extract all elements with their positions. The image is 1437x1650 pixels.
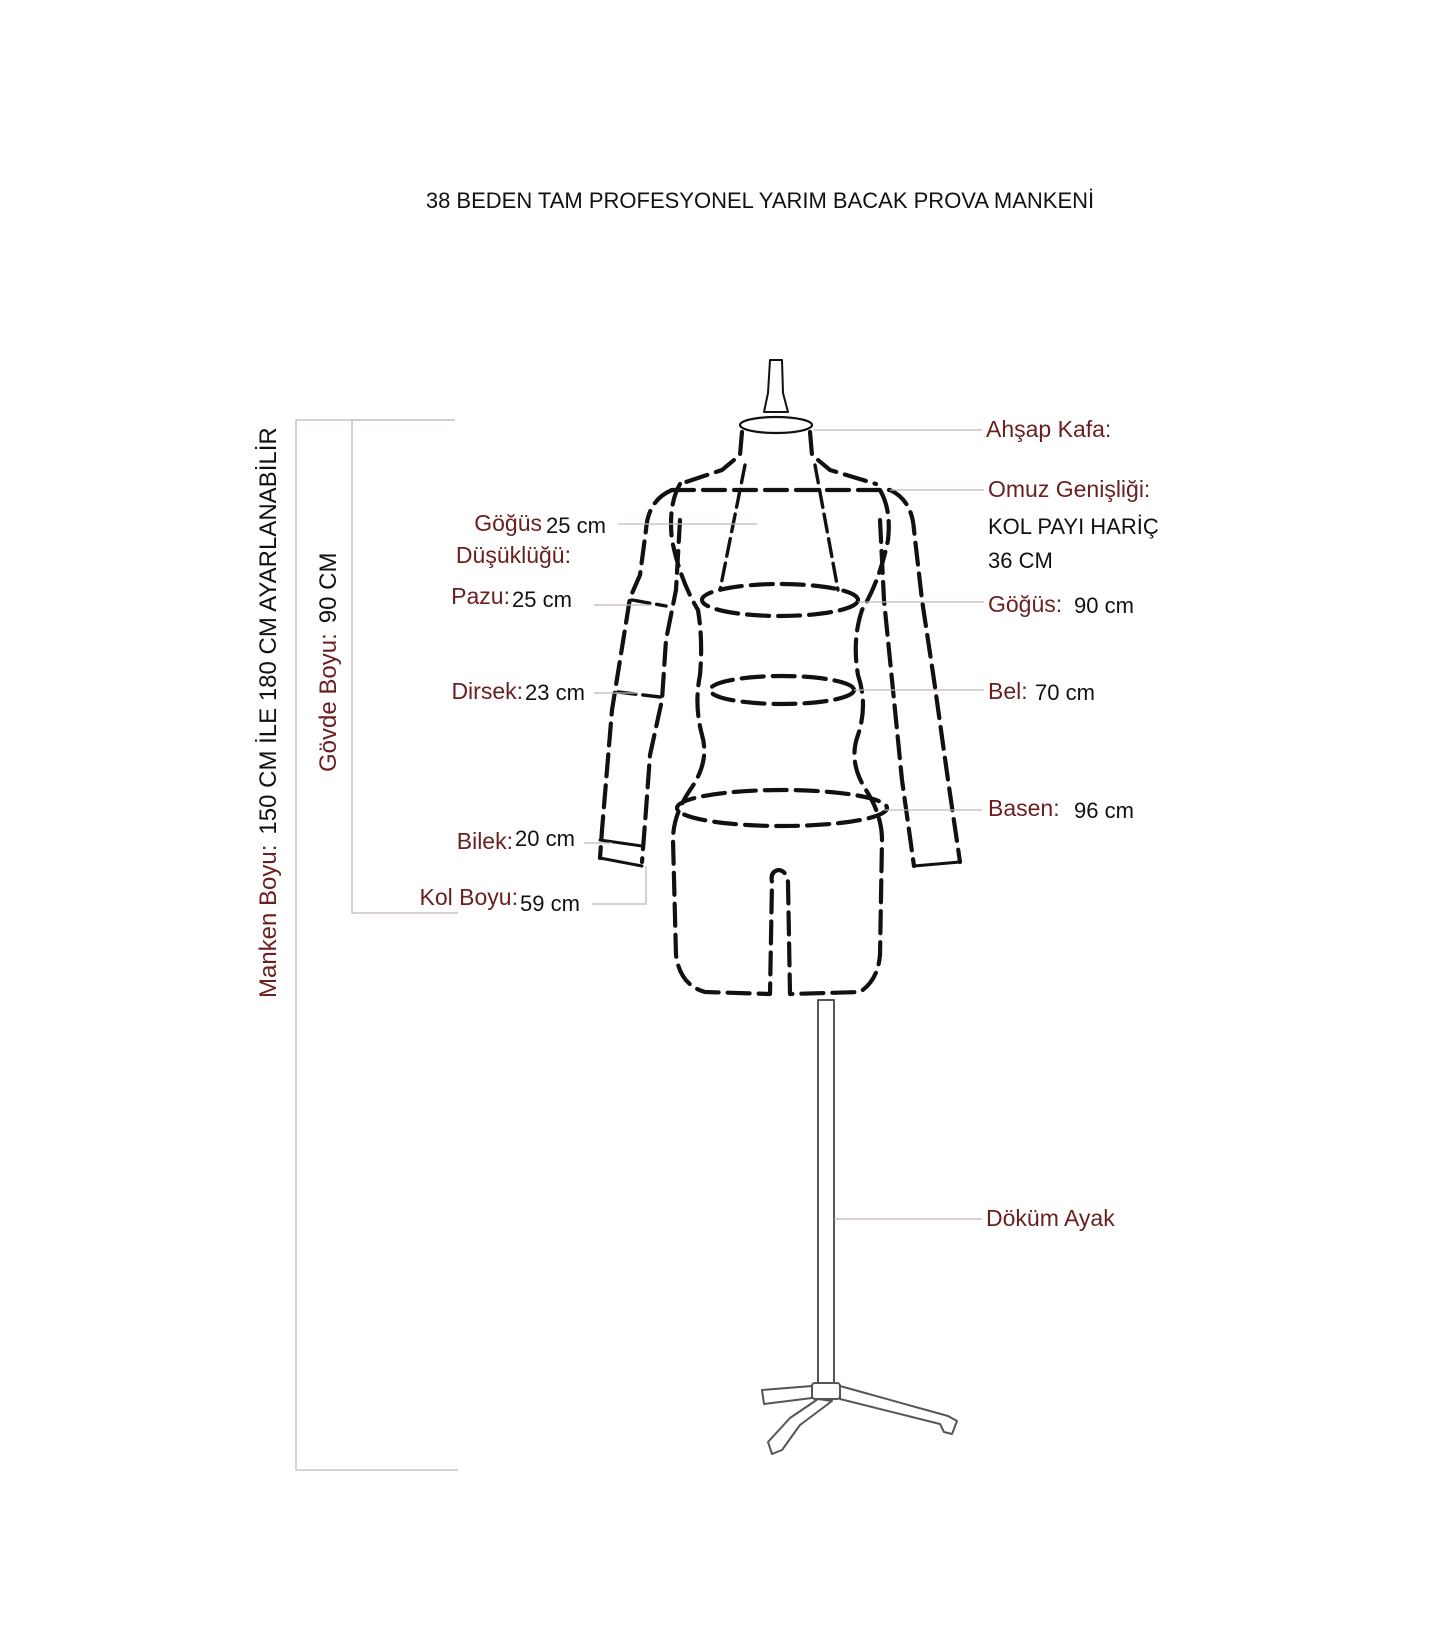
omuz-note: KOL PAYI HARİÇ <box>988 514 1159 539</box>
govde-boyu-label: Gövde Boyu: <box>315 633 342 772</box>
stand <box>762 1000 957 1454</box>
pazu-label: Pazu: <box>451 583 510 609</box>
kol-boyu-label: Kol Boyu: <box>419 884 518 910</box>
bel-value: 70 cm <box>1035 680 1095 705</box>
basen-label: Basen: <box>988 795 1060 821</box>
govde-boyu-text <box>315 553 342 772</box>
gogus-dusuklugu-value: 25 cm <box>546 513 606 538</box>
page-title: 38 BEDEN TAM PROFESYONEL YARIM BACAK PROVA MANKENİ <box>425 188 1095 213</box>
govde-boyu-bracket <box>352 420 458 913</box>
manken-boyu-text <box>255 427 282 998</box>
left-arm-outline <box>600 490 680 866</box>
gogus-dusuklugu-label-1: Göğüs <box>474 510 542 536</box>
dirsek-label: Dirsek: <box>451 678 523 704</box>
gogus-dusuklugu-label-2: Düşüklüğü: <box>455 542 571 568</box>
manken-boyu-value: 150 CM İLE 180 CM AYARLANABİLİR <box>255 427 282 835</box>
omuz-value: 36 CM <box>988 548 1053 573</box>
ahsap-kafa-label: Ahşap Kafa: <box>986 416 1112 442</box>
bilek-value: 20 cm <box>515 826 575 851</box>
pazu-value: 25 cm <box>512 587 572 612</box>
manken-boyu-label: Manken Boyu: <box>255 844 282 998</box>
torso-outline <box>671 432 890 994</box>
bilek-label: Bilek: <box>456 828 513 854</box>
bel-label: Bel: <box>988 678 1028 704</box>
dirsek-value: 23 cm <box>525 680 585 705</box>
omuz-label: Omuz Genişliği: <box>988 476 1151 502</box>
dokum-ayak-label: Döküm Ayak <box>986 1205 1115 1231</box>
basen-value: 96 cm <box>1074 798 1134 823</box>
kol-boyu-value: 59 cm <box>520 891 580 916</box>
head-mount <box>740 360 812 433</box>
gogus-label: Göğüs: <box>988 591 1063 617</box>
gogus-value: 90 cm <box>1074 593 1134 618</box>
govde-boyu-value: 90 CM <box>315 552 342 624</box>
